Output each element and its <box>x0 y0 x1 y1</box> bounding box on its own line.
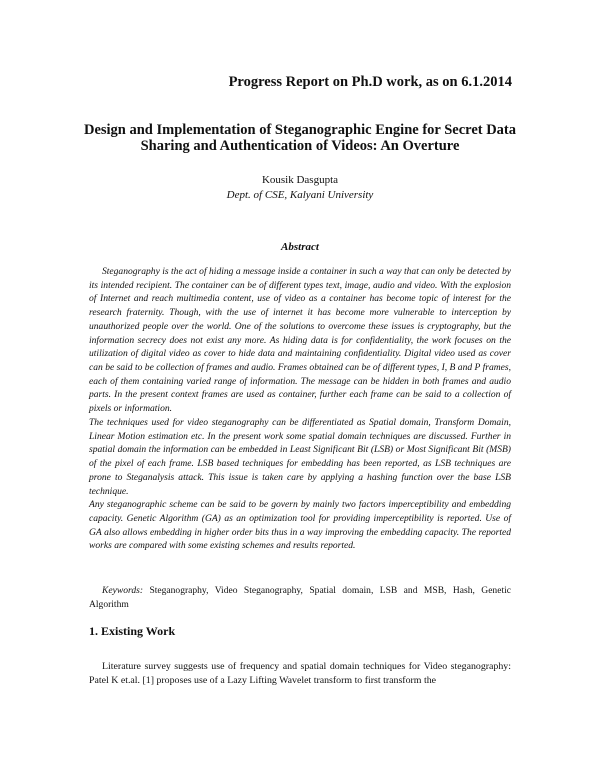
abstract-body <box>89 265 511 553</box>
abstract-heading: Abstract <box>281 241 319 253</box>
progress-report-header: Progress Report on Ph.D work, as on 6.1.2014 <box>228 74 512 90</box>
author-affiliation: Dept. of CSE, Kalyani University <box>226 189 374 201</box>
abstract-paragraph: Steganography is the act of hiding a message inside a container in such a way that can only be detected by its intended recipient. The container can be of different types text, image, audio and video. With the explosion of Internet and reach multimedia content, use of video as a container has become topic of interest for the research fraternity. Though, with the use of internet it has become more vulnerable to interception by unauthorized people over the world. One of the solutions to overcome these issues is cryptography, but the information secrecy does not exist any more. As hiding data is for confidentiality, the work focuses on the utilization of digital video as cover to hide data and maintaining confidentiality. Digital video used as cover can be said to be collection of frames and audio. Frames obtained can be of different types, I, B and P frames, each of them containing varied range of information. The message can be hidden in both frames and audio parts. In the present context frames are used as container, further each frame can be said to a collection of pixels or information. <box>89 266 511 415</box>
keywords-label: Keywords: <box>102 585 150 596</box>
abstract-paragraph: The techniques used for video steganography can be differentiated as Spatial domain, Transform Domain, Linear Motion estimation etc. In the present work some spatial domain techniques are discussed. Further in spatial domain the information can be embedded in Least Significant Bit (LSB) or Most Significant Bit (MSB) of the pixel of each frame. LSB based techniques for embedding has been reported, as LSB techniques are prone to Steganalysis attack. This issue is taken care by applying a hashing function over the base LSB technique. <box>89 416 511 497</box>
paper-title: Design and Implementation of Steganographic Engine for Secret Data Sharing and Authentication of Videos: An Overture <box>83 122 517 154</box>
keywords-text: Steganography, Video Steganography, Spatial domain, LSB and MSB, Hash, Genetic Algorithm <box>89 585 511 610</box>
author-name: Kousik Dasgupta <box>261 174 339 186</box>
abstract-paragraph: Any steganographic scheme can be said to be govern by mainly two factors imperceptibility and embedding capacity. Genetic Algorithm (GA) as an optimization tool for providing imperceptibility is reported. Use of GA also allows embedding in higher order bits thus in a way improving the embedding capacity. The reported works are compared with some existing schemes and results reported. <box>89 499 511 552</box>
section-body: Literature survey suggests use of frequency and spatial domain techniques for Video steganography: Patel K et.al. [1] proposes use of a Lazy Lifting Wavelet transform to first transform the <box>89 661 511 686</box>
keywords <box>89 584 511 611</box>
section-heading: 1. Existing Work <box>89 624 176 638</box>
